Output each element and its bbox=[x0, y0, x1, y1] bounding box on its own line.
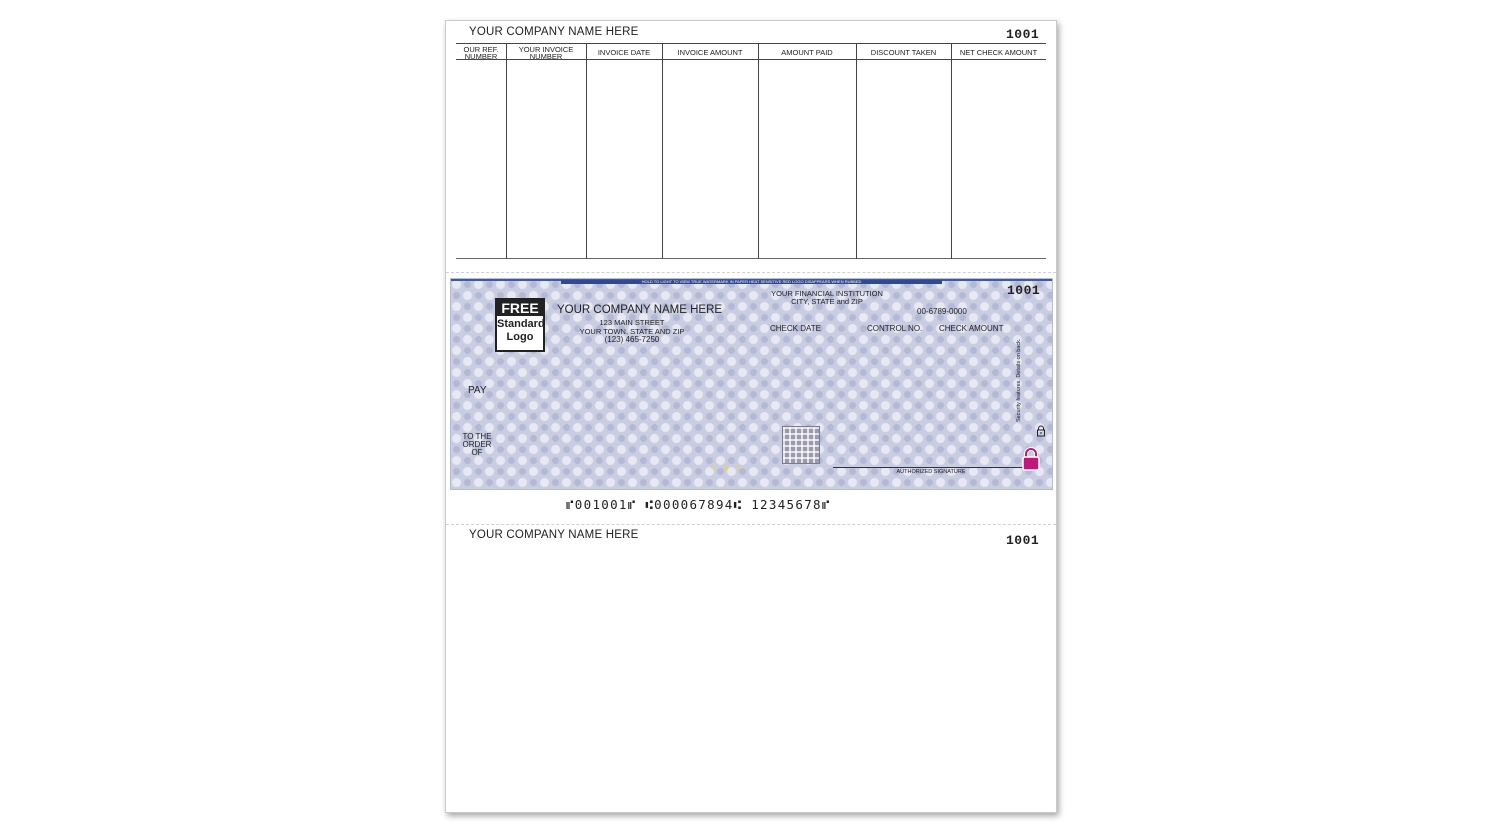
column-header-net-check-amount: NET CHECK AMOUNT bbox=[959, 48, 1038, 58]
check-amount-label: CHECK AMOUNT bbox=[939, 324, 1004, 333]
routing-fraction: 00-6789-0000 bbox=[917, 307, 967, 316]
column-header-invoice-date: INVOICE DATE bbox=[597, 48, 651, 58]
column-header-discount-taken: DISCOUNT TAKEN bbox=[870, 48, 937, 58]
table-divider bbox=[758, 43, 759, 259]
check-sheet bbox=[445, 20, 1057, 813]
signature-line bbox=[833, 467, 1029, 468]
order-label-line-1: TO THE bbox=[462, 432, 492, 441]
table-top-rule bbox=[456, 43, 1046, 44]
table-bottom-rule bbox=[456, 258, 1046, 259]
check-face bbox=[450, 278, 1053, 490]
column-header-amount-paid: AMOUNT PAID bbox=[781, 48, 833, 58]
invoice-table bbox=[456, 43, 1046, 259]
bank-city: CITY, STATE and ZIP bbox=[791, 297, 863, 306]
to-the-order-of-label bbox=[459, 433, 495, 457]
security-features-text: Security features. Details on back. bbox=[1016, 338, 1022, 422]
logo-free-text: FREE bbox=[497, 300, 543, 316]
security-hologram bbox=[782, 426, 820, 464]
authorized-signature-label: AUTHORIZED SIGNATURE bbox=[896, 469, 966, 475]
microprint-line: HOLD TO LIGHT TO VIEW TRUE WATERMARK IN PAPER HEAT SENSITIVE RED LOGO DISAPPEARS WHEN RUBBED bbox=[561, 280, 942, 284]
table-divider bbox=[951, 43, 952, 259]
table-divider bbox=[856, 43, 857, 259]
check-address-1: 123 MAIN STREET bbox=[599, 318, 665, 327]
stub-top-check-number: 1001 bbox=[1006, 27, 1040, 42]
order-label-line-3: OF bbox=[471, 448, 483, 457]
stub-bottom-company: YOUR COMPANY NAME HERE bbox=[469, 529, 639, 541]
perforation-bottom bbox=[446, 524, 1056, 525]
logo-standard-text bbox=[497, 318, 543, 344]
check-address-2: YOUR TOWN, STATE AND ZIP bbox=[579, 327, 685, 336]
pay-label: PAY bbox=[468, 385, 487, 396]
micr-line: ⑈001001⑈ ⑆000067894⑆ 12345678⑈ bbox=[566, 497, 831, 512]
small-lock-icon bbox=[1036, 425, 1046, 437]
table-divider bbox=[586, 43, 587, 259]
logo-line-2: Logo bbox=[506, 331, 534, 343]
check-company-name: YOUR COMPANY NAME HERE bbox=[557, 304, 723, 316]
control-number-label: CONTROL NO. bbox=[867, 324, 923, 333]
stub-top-company: YOUR COMPANY NAME HERE bbox=[469, 26, 639, 38]
check-date-label: CHECK DATE bbox=[770, 324, 821, 333]
perforation-top bbox=[446, 272, 1056, 273]
logo-line-1: Standard bbox=[497, 318, 545, 330]
table-divider bbox=[662, 43, 663, 259]
check-number: 1001 bbox=[1007, 283, 1041, 298]
column-header-invoice-amount: INVOICE AMOUNT bbox=[677, 48, 743, 58]
company-logo bbox=[495, 298, 545, 352]
column-header-ref-number: OUR REF. NUMBER bbox=[463, 44, 499, 61]
column-header-invoice-number: YOUR INVOICE NUMBER bbox=[518, 44, 574, 61]
stub-bottom-check-number: 1001 bbox=[1006, 533, 1040, 548]
order-label-line-2: ORDER bbox=[462, 440, 492, 449]
gold-foil-mark: ✧ ✦ ✧ bbox=[709, 462, 744, 475]
table-divider bbox=[506, 43, 507, 259]
bank-name: YOUR FINANCIAL INSTITUTION bbox=[771, 289, 883, 298]
padlock-icon bbox=[1022, 447, 1040, 471]
check-phone: (123) 465-7250 bbox=[604, 335, 660, 344]
